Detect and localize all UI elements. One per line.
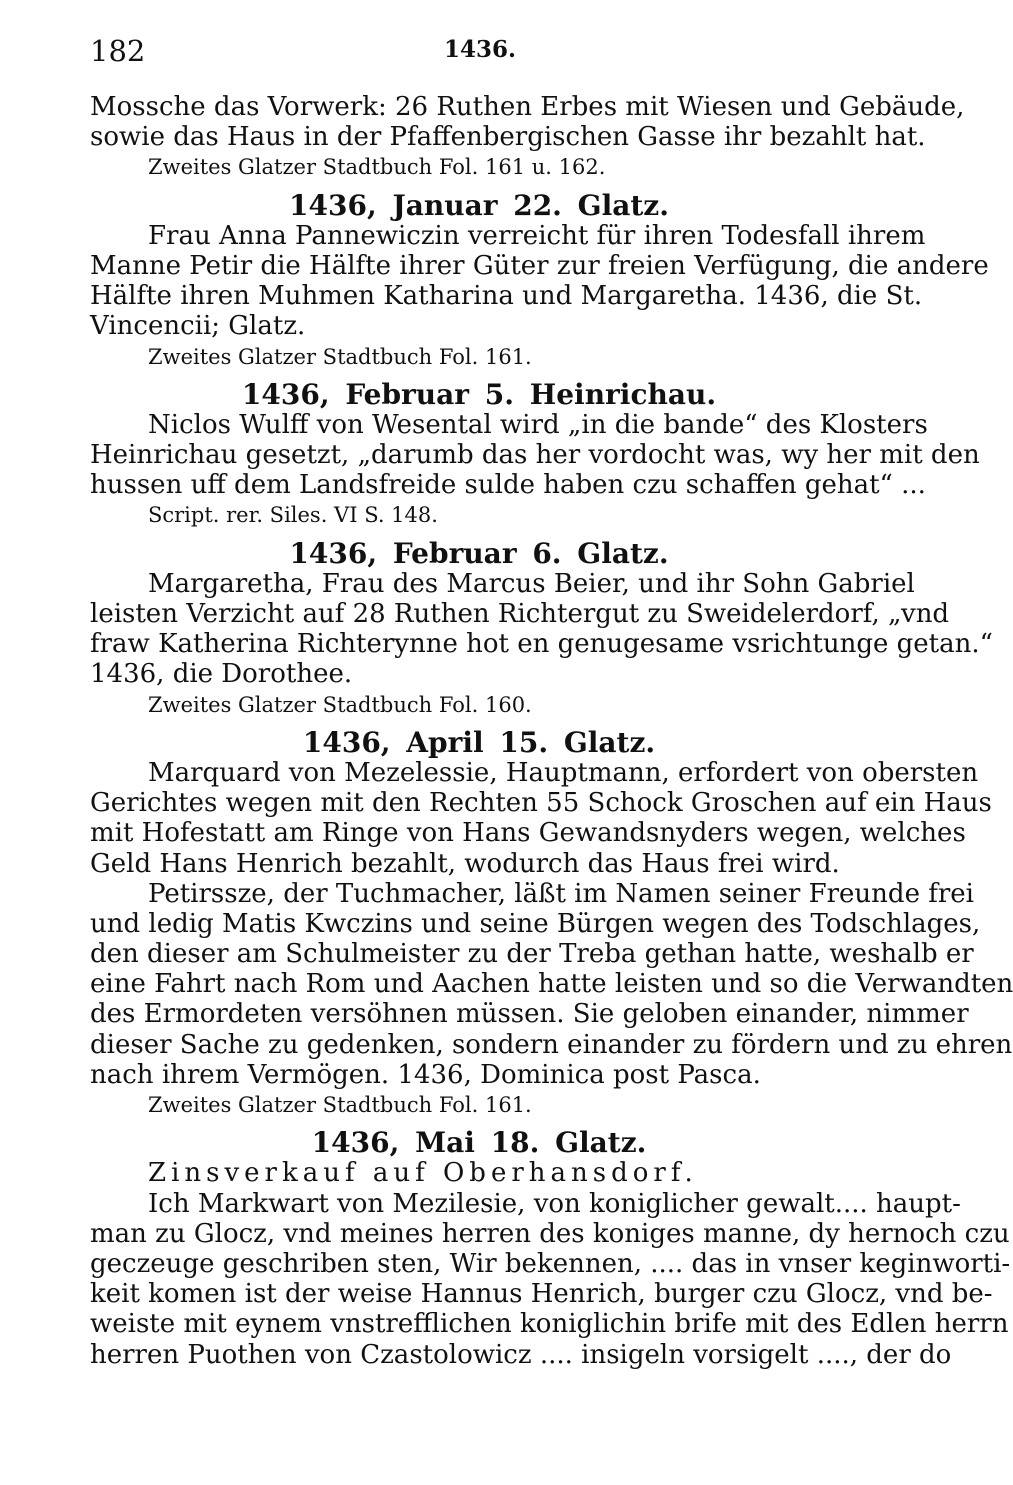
entry-continuation xyxy=(90,92,965,183)
text-line: Petirssze, der Tuchmacher, läßt im Namen seiner Freunde frei xyxy=(148,878,974,909)
entry-april-15 xyxy=(90,725,1013,1120)
text-line: nach ihrem Vermögen. 1436, Dominica post Pasca. xyxy=(90,1059,761,1090)
text-line: des Ermordeten versöhnen müssen. Sie geloben einander, nimmer xyxy=(90,999,969,1030)
text-line: keit komen ist der weise Hannus Henrich, burger czu Glocz, vnd be- xyxy=(90,1279,993,1310)
text-line: man zu Glocz, vnd meines herren des koniges manne, dy hernoch czu xyxy=(90,1218,1010,1249)
text-line: sowie das Haus in der Pfaffenbergischen Gasse ihr bezahlt hat. xyxy=(90,122,926,153)
text-line: Geld Hans Henrich bezahlt, wodurch das Haus frei wird. xyxy=(90,848,840,879)
entry-heading: 1436, April 15. Glatz. xyxy=(302,725,656,759)
text-line: Heinrichau gesetzt, „darumb das her vordocht was, wy her mit den xyxy=(90,440,980,471)
text-line: Mossche das Vorwerk: 26 Ruthen Erbes mit Wiesen und Gebäude, xyxy=(90,92,965,122)
entry-februar-5 xyxy=(90,377,980,531)
text-line: Marquard von Mezelessie, Hauptmann, erfordert von obersten xyxy=(148,757,979,788)
entry-heading: 1436, Mai 18. Glatz. xyxy=(311,1126,647,1160)
text-line: Hälfte ihren Muhmen Katharina und Margaretha. 1436, die St. xyxy=(90,281,923,312)
source-citation: Zweites Glatzer Stadtbuch Fol. 160. xyxy=(148,692,532,717)
source-citation: Zweites Glatzer Stadtbuch Fol. 161 u. 162. xyxy=(148,155,606,180)
text-line: Manne Petir die Hälfte ihrer Güter zur freien Verfügung, die andere xyxy=(90,250,989,281)
entry-februar-6 xyxy=(90,536,993,720)
text-line: 1436, die Dorothee. xyxy=(90,659,353,690)
entry-mai-18 xyxy=(90,1126,1011,1370)
source-citation: Zweites Glatzer Stadtbuch Fol. 161. xyxy=(148,344,532,369)
text-line: und ledig Matis Kwczins und seine Bürgen wegen des Todschlages, xyxy=(90,908,981,939)
text-line: eine Fahrt nach Rom und Aachen hatte leisten und so die Verwandten xyxy=(90,969,1013,1000)
entry-heading: 1436, Februar 5. Heinrichau. xyxy=(241,377,717,411)
page-number: 182 xyxy=(90,34,146,68)
text-line: Gerichtes wegen mit den Rechten 55 Schock Groschen auf ein Haus xyxy=(90,788,992,819)
text-line: den dieser am Schulmeister zu der Treba gethan hatte, weshalb er xyxy=(90,939,974,970)
entry-heading: 1436, Januar 22. Glatz. xyxy=(289,188,669,222)
text-line: dieser Sache zu gedenken, sondern einander zu fördern und zu ehren xyxy=(90,1029,1013,1060)
text-line: mit Hofestatt am Ringe von Hans Gewandsnyders wegen, welches xyxy=(90,818,966,849)
running-title: 1436. xyxy=(443,36,517,63)
text-line: hussen uff dem Landsfreide sulde haben czu schaffen gehat“ ... xyxy=(90,470,926,501)
text-line: weiste mit eynem vnstrefflichen koniglichin brife mit des Edlen herrn xyxy=(90,1309,1009,1340)
entry-subheading: Zinsverkauf auf Oberhansdorf. xyxy=(148,1158,698,1189)
text-line: fraw Katherina Richterynne hot en genugesame vsrichtunge getan.“ xyxy=(90,629,993,660)
source-citation: Script. rer. Siles. VI S. 148. xyxy=(148,503,438,528)
text-line: leisten Verzicht auf 28 Ruthen Richtergut zu Sweidelerdorf, „vnd xyxy=(90,599,950,629)
text-line: Niclos Wulff von Wesental wird „in die bande“ des Klosters xyxy=(148,409,928,440)
source-citation: Zweites Glatzer Stadtbuch Fol. 161. xyxy=(148,1093,532,1117)
text-line: Ich Markwart von Mezilesie, von koniglicher gewalt.... haupt- xyxy=(148,1188,961,1219)
text-line: geczeuge geschriben sten, Wir bekennen, .... das in vnser keginworti- xyxy=(90,1248,1011,1279)
text-line: Margaretha, Frau des Marcus Beier, und ihr Sohn Gabriel xyxy=(148,568,915,599)
text-line: Vincencii; Glatz. xyxy=(90,311,306,342)
page-header xyxy=(90,34,870,74)
entry-heading: 1436, Februar 6. Glatz. xyxy=(289,536,669,570)
entry-januar-22 xyxy=(90,188,989,372)
text-line: herren Puothen von Czastolowicz .... insigeln vorsigelt ...., der do xyxy=(90,1339,952,1370)
text-line: Frau Anna Pannewiczin verreicht für ihren Todesfall ihrem xyxy=(148,220,926,251)
page-body xyxy=(90,92,1013,1370)
